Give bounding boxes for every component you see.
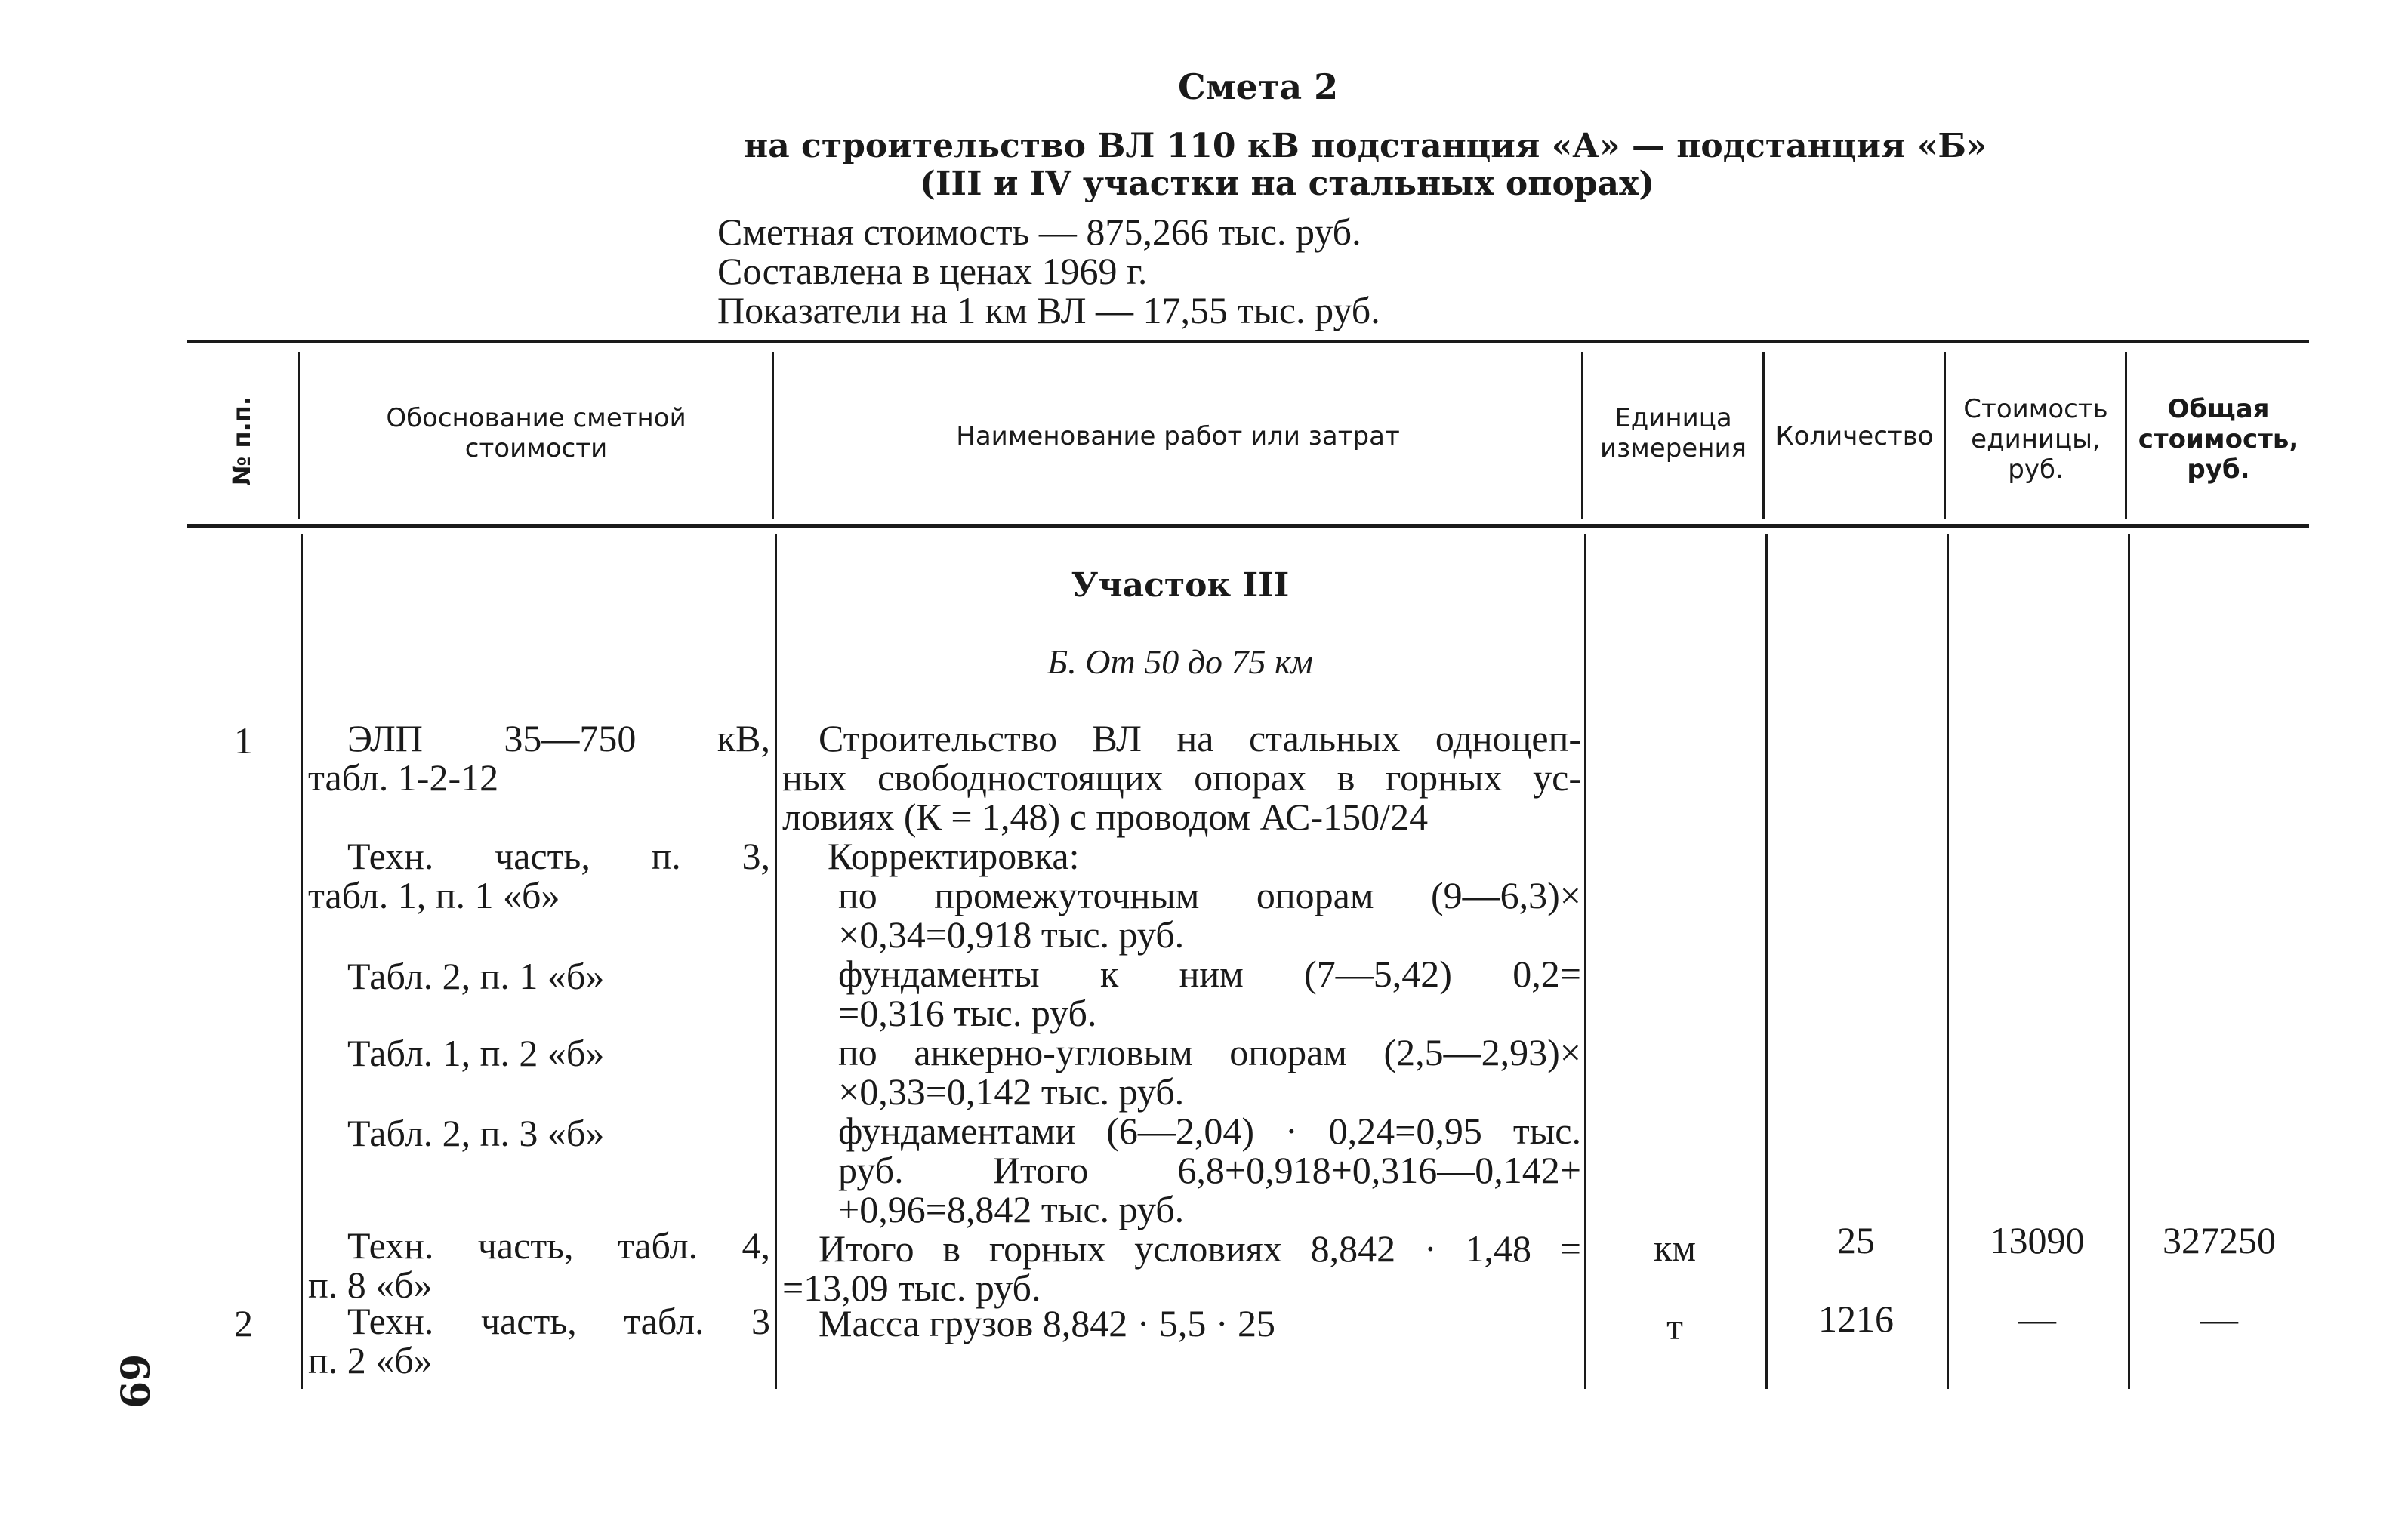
name-line: по анкерно-угловым опорам (2,5—2,93)× bbox=[838, 1031, 1581, 1073]
header-divider bbox=[298, 352, 300, 519]
name-line: ных свободностоящих опорах в горных ус- bbox=[782, 756, 1581, 799]
header-total-cost-line: стоимость, bbox=[2138, 424, 2299, 454]
header-unit bbox=[1584, 403, 1762, 463]
header-basis-line: Обоснование сметной bbox=[386, 403, 686, 433]
name-line: ×0,34=0,918 тыс. руб. bbox=[838, 913, 1185, 956]
row-2-total-cost: — bbox=[2200, 1298, 2238, 1340]
document-subtitle-line1: на строительство ВЛ 110 кВ подстанция «А» — подстанция «Б» bbox=[744, 127, 1987, 165]
basis-line: п. 8 «б» bbox=[308, 1264, 433, 1306]
document-subtitle-line2: (III и IV участки на стальных опорах) bbox=[920, 165, 1655, 203]
header-unit-cost bbox=[1947, 394, 2125, 485]
row-1-qty: 25 bbox=[1837, 1219, 1875, 1261]
header-name: Наименование работ или затрат bbox=[956, 421, 1400, 451]
header-divider bbox=[772, 352, 774, 519]
table-top-rule bbox=[187, 340, 2309, 343]
header-basis bbox=[302, 403, 770, 463]
name-line: Строительство ВЛ на стальных одноцеп- bbox=[819, 717, 1581, 759]
header-divider bbox=[1762, 352, 1765, 519]
page-number: 69 bbox=[113, 1353, 159, 1409]
basis-line: Техн. часть, табл. 4, bbox=[347, 1224, 770, 1267]
per-km-indicator: Показатели на 1 км ВЛ — 17,55 тыс. руб. bbox=[717, 289, 1380, 331]
name-line: ловиях (К = 1,48) с проводом АС-150/24 bbox=[782, 796, 1429, 838]
header-total-cost-line: руб. bbox=[2187, 454, 2250, 485]
name-line: Итого в горных условиях 8,842 · 1,48 = bbox=[819, 1227, 1581, 1270]
basis-line: Техн. часть, п. 3, bbox=[347, 835, 770, 877]
row-1-basis-5: Табл. 2, п. 3 «б» bbox=[347, 1112, 605, 1154]
header-num: № п.п. bbox=[227, 396, 256, 486]
header-divider bbox=[1581, 352, 1583, 519]
name-line: фундаментами (6—2,04) · 0,24=0,95 тыс. bbox=[838, 1110, 1581, 1152]
name-line: +0,96=8,842 тыс. руб. bbox=[838, 1188, 1185, 1230]
price-basis: Составлена в ценах 1969 г. bbox=[717, 250, 1148, 292]
row-2-unit-cost: — bbox=[2018, 1298, 2056, 1340]
row-2-num: 2 bbox=[234, 1302, 253, 1344]
header-unit-line: измерения bbox=[1599, 433, 1747, 463]
header-divider bbox=[2125, 352, 2127, 519]
row-2-unit: т bbox=[1666, 1305, 1683, 1347]
row-1-num: 1 bbox=[234, 719, 253, 762]
name-line: по промежуточным опорам (9—6,3)× bbox=[838, 874, 1581, 916]
name-line: фундаменты к ним (7—5,42) 0,2= bbox=[838, 953, 1581, 995]
row-2-name: Масса грузов 8,842 · 5,5 · 25 bbox=[819, 1302, 1276, 1344]
row-1-total-cost: 327250 bbox=[2163, 1219, 2276, 1261]
basis-line: п. 2 «б» bbox=[308, 1339, 433, 1381]
row-1-basis-2 bbox=[308, 836, 770, 915]
estimate-cost: Сметная стоимость — 875,266 тыс. руб. bbox=[717, 211, 1361, 253]
header-unit-line: Единица bbox=[1614, 403, 1732, 433]
row-1-unit-cost: 13090 bbox=[1990, 1219, 2085, 1261]
row-1-unit: км bbox=[1654, 1227, 1696, 1269]
row-2-basis bbox=[308, 1301, 770, 1380]
section-subtitle: Б. От 50 до 75 км bbox=[1047, 642, 1313, 681]
name-line: руб. Итого 6,8+0,918+0,316—0,142+ bbox=[838, 1149, 1581, 1191]
basis-line: табл. 1, п. 1 «б» bbox=[308, 874, 560, 916]
header-total-cost bbox=[2128, 394, 2309, 485]
row-2-qty: 1216 bbox=[1818, 1298, 1894, 1340]
name-line: =0,316 тыс. руб. bbox=[838, 992, 1097, 1034]
header-total-cost-line: Общая bbox=[2167, 394, 2270, 424]
row-1-basis bbox=[308, 719, 770, 797]
row-1-basis-3: Табл. 2, п. 1 «б» bbox=[347, 955, 605, 997]
row-1-basis-6 bbox=[308, 1226, 770, 1304]
column-divider bbox=[301, 534, 303, 1389]
basis-line: Техн. часть, табл. 3 bbox=[347, 1300, 770, 1342]
document-title: Смета 2 bbox=[1178, 66, 1339, 107]
name-line: ×0,33=0,142 тыс. руб. bbox=[838, 1070, 1185, 1113]
section-title: Участок III bbox=[1071, 566, 1290, 605]
header-unit-cost-line: единицы, bbox=[1971, 424, 2101, 454]
basis-line: табл. 1-2-12 bbox=[308, 756, 499, 799]
row-1-name bbox=[782, 719, 1581, 1307]
basis-line: ЭЛП 35—750 кВ, bbox=[347, 717, 770, 759]
header-qty: Количество bbox=[1775, 421, 1934, 451]
header-bottom-rule bbox=[187, 524, 2309, 528]
name-line: Корректировка: bbox=[828, 835, 1080, 877]
header-basis-line: стоимости bbox=[464, 433, 608, 463]
name-line: =13,09 тыс. руб. bbox=[782, 1267, 1041, 1309]
header-unit-cost-line: Стоимость bbox=[1963, 394, 2108, 424]
row-1-basis-4: Табл. 1, п. 2 «б» bbox=[347, 1032, 605, 1074]
header-divider bbox=[1944, 352, 1946, 519]
header-unit-cost-line: руб. bbox=[2008, 454, 2064, 485]
